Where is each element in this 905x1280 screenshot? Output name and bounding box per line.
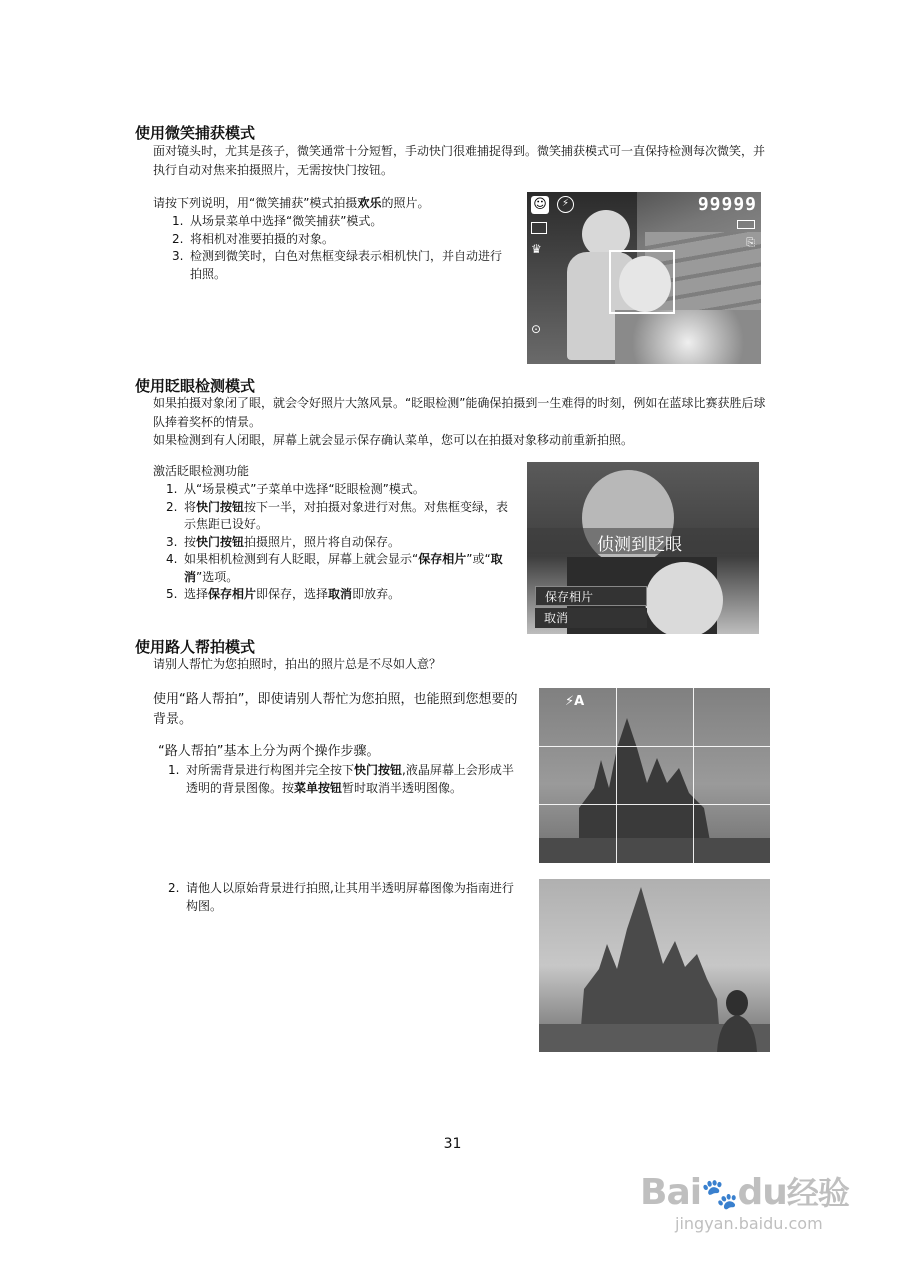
section2-steps	[166, 481, 512, 604]
step-text: 对所需背景进行构图并完全按下	[186, 763, 355, 777]
step-number: 5.	[166, 587, 178, 601]
grid-line	[539, 804, 770, 805]
flowers	[615, 310, 761, 364]
section3-title: 使用路人帮拍模式	[135, 638, 256, 656]
watermark-cn: 经验	[786, 1174, 849, 1212]
step-text: 如果相机检测到有人眨眼，屏幕上就会显示“	[184, 552, 419, 566]
list-item	[166, 551, 512, 586]
step-bold: 快门按钮	[196, 534, 245, 549]
step-bold: 保存相片	[208, 587, 257, 601]
step-text: ”或“	[466, 552, 491, 566]
quality-icon: ♛	[531, 242, 542, 256]
step-text: 按	[184, 534, 197, 549]
step-number: 1.	[168, 763, 180, 777]
step-text: 将相机对准要拍摄的对象。	[190, 231, 335, 246]
grid-line	[616, 688, 617, 863]
resolution-icon	[531, 222, 547, 234]
lead-bold: 欢乐	[357, 196, 382, 210]
list-item	[172, 213, 510, 231]
shots-remaining: 99999	[697, 194, 757, 215]
cancel-menu-item[interactable]: 取消	[535, 608, 647, 628]
background-composition-photo	[539, 688, 770, 863]
step-bold: 取消	[328, 587, 353, 601]
section2-title: 使用眨眼检测模式	[135, 377, 256, 395]
list-item	[168, 880, 522, 915]
list-item	[172, 231, 510, 249]
step-text: 暂时取消半透明图像。	[342, 780, 463, 795]
step-number: 3.	[166, 534, 178, 549]
list-item	[166, 534, 512, 552]
step-number: 3.	[172, 249, 184, 263]
step-text: 即放弃。	[352, 587, 401, 601]
memory-icon: ⎘	[746, 236, 755, 249]
smile-capture-photo	[527, 192, 761, 364]
blink-detection-photo	[527, 462, 759, 634]
step-bold: 快门按钮	[354, 763, 403, 777]
smile-mode-icon: ☺	[531, 196, 549, 214]
step-number: 2.	[172, 231, 184, 246]
section3-p1: 使用“路人帮拍”，即使请别人帮忙为您拍照，也能照到您想要的背景。	[153, 692, 518, 727]
baby-face	[645, 562, 723, 634]
section1-intro: 面对镜头时，尤其是孩子，微笑通常十分短暂，手动快门很难捕捉得到。微笑捕获模式可一直保持检测每次微笑，并执行自动对焦来拍摄照片，无需按快门按钮。	[153, 144, 766, 177]
baidu-watermark	[640, 1168, 849, 1214]
step-text: 选择	[184, 587, 209, 601]
step-text: 拍摄照片，照片将自动保存。	[244, 534, 401, 549]
final-composition-photo	[539, 879, 770, 1052]
section1-lead	[153, 194, 513, 213]
step-bold: 取消	[184, 552, 503, 584]
section2-intro1: 如果拍摄对象闭了眼，就会令好照片大煞风景。“眨眼检测”能确保拍摄到一生难得的时刻，例如在蓝球比赛获胜后球队捧着奖杯的情景。	[153, 396, 766, 429]
step-number: 2.	[166, 499, 178, 514]
flash-auto-label: A	[574, 694, 585, 709]
step-number: 2.	[168, 881, 180, 895]
step-text: 请他人以原始背景进行拍照,让其用半透明屏幕图像为指南进行构图。	[186, 881, 514, 913]
section2-lead: 激活眨眼检测功能	[153, 464, 250, 478]
step-text: 从场景菜单中选择“微笑捕获”模式。	[190, 214, 383, 228]
page-number: 31	[443, 1136, 462, 1152]
step-text: 按下一半，对拍摄对象进行对焦。对焦框变绿，表示焦距已设好。	[184, 499, 509, 531]
section3-intro: 请别人帮忙为您拍照时，拍出的照片总是不尽如人意？	[153, 657, 442, 671]
step-bold: 快门按钮	[196, 499, 245, 514]
section3-p2: “路人帮拍”基本上分为两个操作步骤。	[158, 744, 380, 759]
step-bold: 菜单按钮	[294, 780, 343, 795]
list-item	[166, 499, 512, 534]
step-text: 从“场景模式”子菜单中选择“眨眼检测”模式。	[184, 482, 425, 496]
list-item	[168, 762, 522, 797]
blink-detected-banner: 侦测到眨眼	[597, 535, 682, 555]
step-text: 检测到微笑时，白色对焦框变绿表示相机快门，并自动进行拍照。	[190, 249, 503, 281]
section2-intro2: 如果检测到有人闭眼，屏幕上就会显示保存确认菜单，您可以在拍摄对象移动前重新拍照。	[153, 433, 634, 447]
list-item	[166, 481, 512, 499]
watermark-brand-tail: du	[737, 1172, 787, 1213]
paw-icon: 🐾	[701, 1177, 738, 1212]
flash-off-icon: ⚡	[557, 196, 574, 213]
watermark-url: jingyan.baidu.com	[675, 1214, 823, 1233]
cathedral-silhouette	[539, 879, 770, 1052]
grid-line	[693, 688, 694, 863]
lead-tail: 的照片。	[381, 196, 430, 210]
section3-step1	[168, 762, 522, 797]
focus-frame	[609, 250, 675, 314]
step-text: ,液晶屏幕上会形成半透明的背景图像。按	[186, 763, 514, 795]
lead-text: 请按下列说明，用“微笑捕获”模式拍摄	[153, 196, 358, 210]
stabilizer-icon: ⊙	[531, 322, 542, 336]
step-text: 即保存，选择	[256, 587, 329, 601]
list-item	[166, 586, 512, 604]
list-item	[172, 248, 510, 283]
battery-icon	[737, 220, 755, 229]
section1-title: 使用微笑捕获模式	[135, 124, 256, 142]
cathedral-silhouette	[539, 688, 770, 863]
step-text: 将	[184, 499, 197, 514]
step-number: 4.	[166, 552, 178, 566]
step-text: ”选项。	[196, 569, 239, 584]
flash-auto-icon: ⚡A	[565, 694, 585, 709]
save-photo-menu-item[interactable]: 保存相片	[535, 586, 647, 606]
step-number: 1.	[166, 482, 178, 496]
watermark-brand: Bai	[640, 1172, 702, 1213]
grid-line	[539, 746, 770, 747]
step-number: 1.	[172, 214, 184, 228]
step-bold: 保存相片	[418, 552, 467, 566]
section3-step2	[168, 880, 522, 915]
section1-steps	[172, 213, 510, 283]
